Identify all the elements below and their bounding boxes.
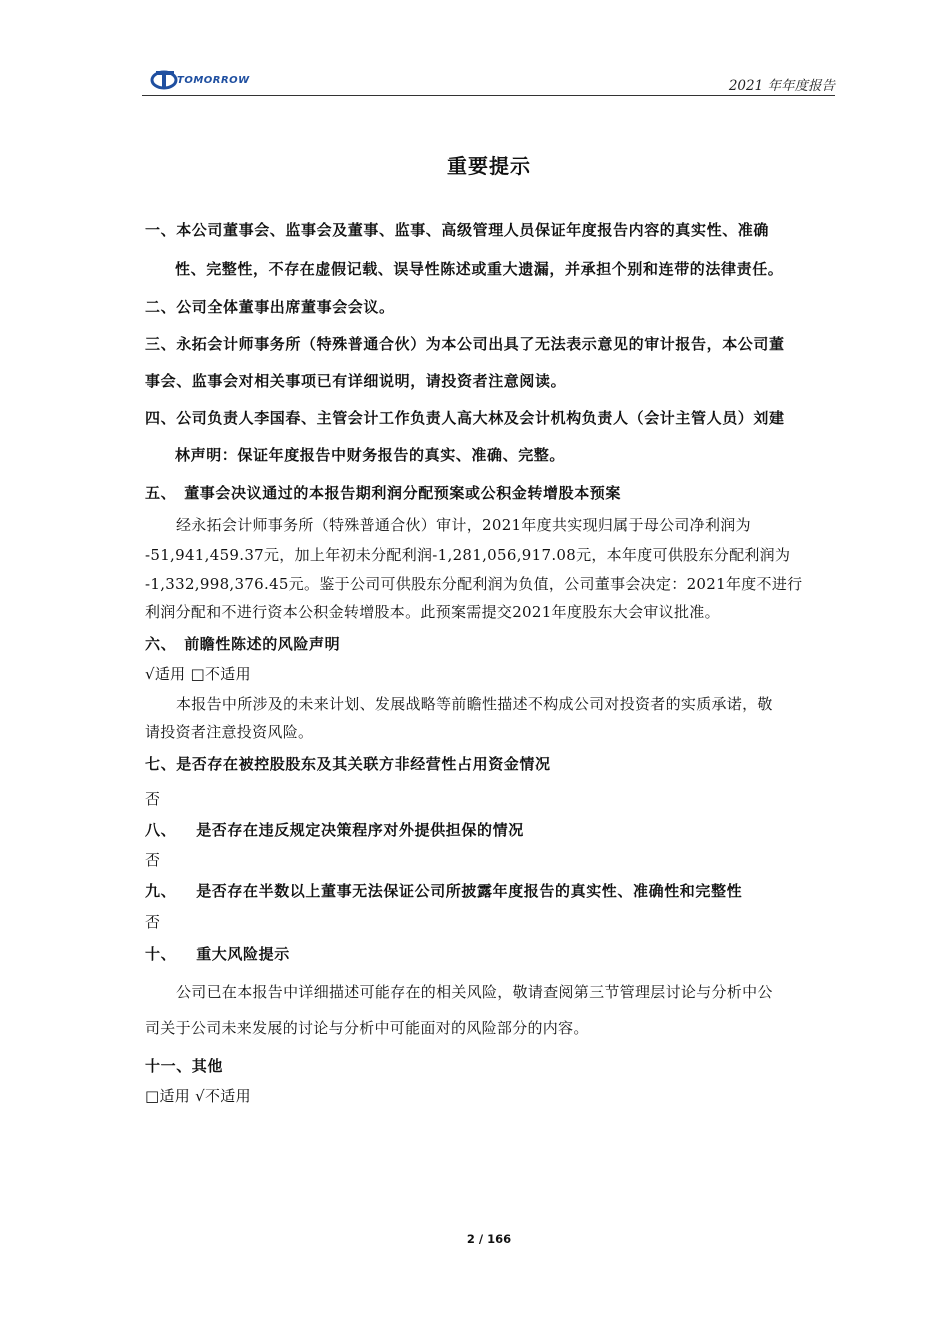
item-8-title: 是否存在违反规定决策程序对外提供担保的情况 — [196, 821, 524, 839]
item-7: 七、是否存在被控股股东及其关联方非经营性占用资金情况 — [145, 755, 551, 773]
item-3-line-2: 事会、监事会对相关事项已有详细说明，请投资者注意阅读。 — [145, 372, 567, 390]
company-logo — [150, 66, 272, 92]
item-11-applicability: □适用 √不适用 — [145, 1087, 251, 1105]
item-6-heading — [145, 633, 340, 654]
item-7-answer: 否 — [145, 790, 161, 808]
header-divider — [142, 95, 835, 96]
item-9-title: 是否存在半数以上董事无法保证公司所披露年度报告的真实性、准确性和完整性 — [196, 882, 743, 900]
item-8-answer: 否 — [145, 851, 161, 869]
item-4-line-1: 四、公司负责人李国春、主管会计工作负责人高大林及会计机构负责人（会计主管人员）刘建 — [145, 409, 785, 427]
item-9-heading — [145, 880, 742, 901]
item-6-applicability: √适用 □不适用 — [145, 665, 251, 683]
item-8-heading — [145, 819, 524, 840]
logo-text: TOMORROW — [177, 75, 250, 86]
page-title: 重要提示 — [447, 154, 531, 178]
item-6-body-1: 本报告中所涉及的未来计划、发展战略等前瞻性描述不构成公司对投资者的实质承诺，敬 — [176, 695, 773, 713]
item-6-number: 六、 — [145, 635, 177, 653]
item-10-title: 重大风险提示 — [196, 945, 290, 963]
item-3-line-1: 三、永拓会计师事务所（特殊普通合伙）为本公司出具了无法表示意见的审计报告，本公司董 — [145, 335, 785, 353]
item-5-body-4: 利润分配和不进行资本公积金转增股本。此预案需提交2021年度股东大会审议批准。 — [145, 603, 720, 621]
page-number: 2 / 166 — [466, 1232, 512, 1246]
item-10-body-2: 司关于公司未来发展的讨论与分析中可能面对的风险部分的内容。 — [145, 1019, 589, 1037]
item-1-line-1: 一、本公司董事会、监事会及董事、监事、高级管理人员保证年度报告内容的真实性、准确 — [145, 221, 770, 239]
item-6-title: 前瞻性陈述的风险声明 — [184, 635, 341, 653]
item-5-number: 五、 — [145, 484, 177, 502]
item-10-body-1: 公司已在本报告中详细描述可能存在的相关风险，敬请查阅第三节管理层讨论与分析中公 — [176, 983, 773, 1001]
report-title: 2021 年年度报告 — [728, 78, 835, 94]
item-9-number: 九、 — [145, 882, 177, 900]
item-2: 二、公司全体董事出席董事会会议。 — [145, 298, 395, 316]
item-5-title: 董事会决议通过的本报告期利润分配预案或公积金转增股本预案 — [184, 484, 622, 502]
item-5-body-3: -1,332,998,376.45元。鉴于公司可供股东分配利润为负值，公司董事会决定：2021年度不进行 — [145, 575, 803, 593]
item-10-number: 十、 — [145, 945, 177, 963]
item-11: 十一、其他 — [145, 1057, 224, 1075]
item-8-number: 八、 — [145, 821, 177, 839]
item-6-body-2: 请投资者注意投资风险。 — [145, 723, 314, 741]
item-10-heading — [145, 943, 290, 964]
item-4-line-2: 林声明：保证年度报告中财务报告的真实、准确、完整。 — [175, 446, 566, 464]
item-5-body-2: -51,941,459.37元，加上年初未分配利润-1,281,056,917.08元，本年度可供股东分配利润为 — [145, 546, 791, 564]
item-9-answer: 否 — [145, 913, 161, 931]
item-5-body-1: 经永拓会计师事务所（特殊普通合伙）审计，2021年度共实现归属于母公司净利润为 — [176, 516, 751, 534]
item-5-heading — [145, 482, 621, 503]
item-1-line-2: 性、完整性，不存在虚假记载、误导性陈述或重大遗漏，并承担个别和连带的法律责任。 — [175, 260, 784, 278]
